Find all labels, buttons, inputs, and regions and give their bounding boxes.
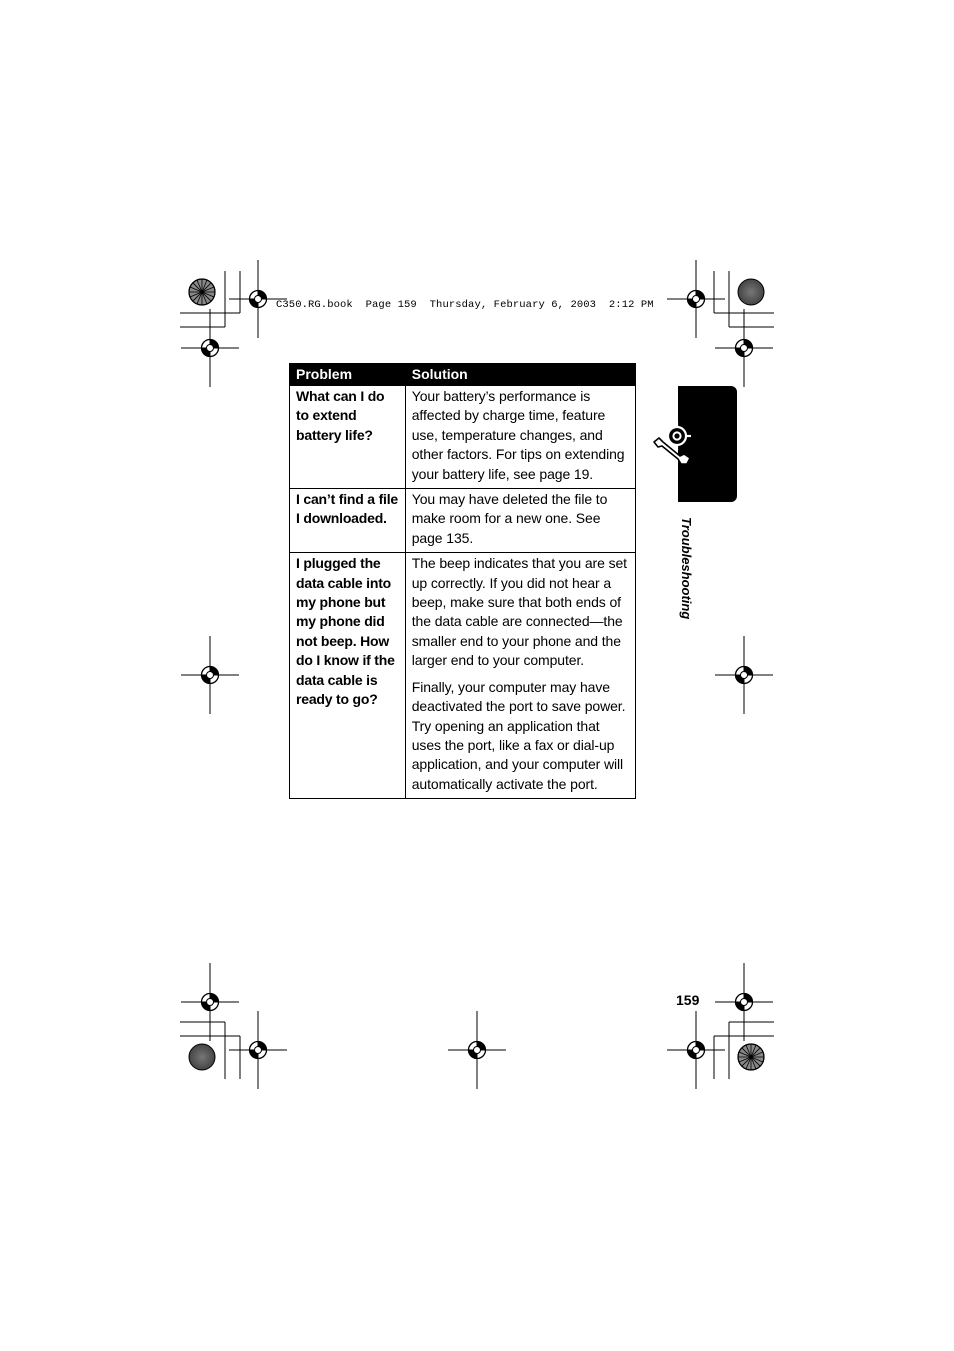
table-header-row (290, 364, 636, 386)
slug-file: C350.RG.book (276, 299, 353, 311)
table-row (290, 553, 636, 799)
print-slug (276, 299, 654, 311)
table-row (290, 386, 636, 489)
slug-time: 2:12 PM (608, 299, 654, 311)
problem-cell: I plugged the data cable into my phone but my phone did not beep. How do I know if the data cable is ready to go? (290, 553, 406, 799)
solution-paragraph: The beep indicates that you are set up correctly. If you did not hear a beep, make sure that both ends of the data cable are connected—the smaller end to your phone and the larger end to your computer. (411, 555, 627, 669)
solution-cell (405, 553, 635, 799)
troubleshooting-table (289, 363, 636, 799)
problem-cell: What can I do to extend battery life? (290, 386, 406, 489)
solution-cell (405, 489, 635, 553)
solution-paragraph: You may have deleted the file to make room for a new one. See page 135. (411, 491, 608, 546)
solution-cell (405, 386, 635, 489)
table-row (290, 489, 636, 553)
problem-cell: I can’t find a file I downloaded. (290, 489, 406, 553)
slug-page: Page 159 (365, 299, 417, 311)
solution-paragraph: Your battery’s performance is affected by charge time, feature use, temperature changes, and other factors. For tips on extending your battery life, see page 19. (411, 388, 625, 482)
header-solution: Solution (405, 364, 635, 386)
wrench-target-icon (650, 418, 700, 468)
header-problem: Problem (290, 364, 406, 386)
solution-paragraph: Finally, your computer may have deactivated the port to save power. Try opening an application that uses the port, like a fax or dial-up application, and your computer will automatically activate the port. (411, 678, 626, 792)
page-number: 159 (676, 992, 700, 1008)
section-label: Troubleshooting (679, 517, 694, 620)
slug-date: Thursday, February 6, 2003 (429, 299, 597, 311)
